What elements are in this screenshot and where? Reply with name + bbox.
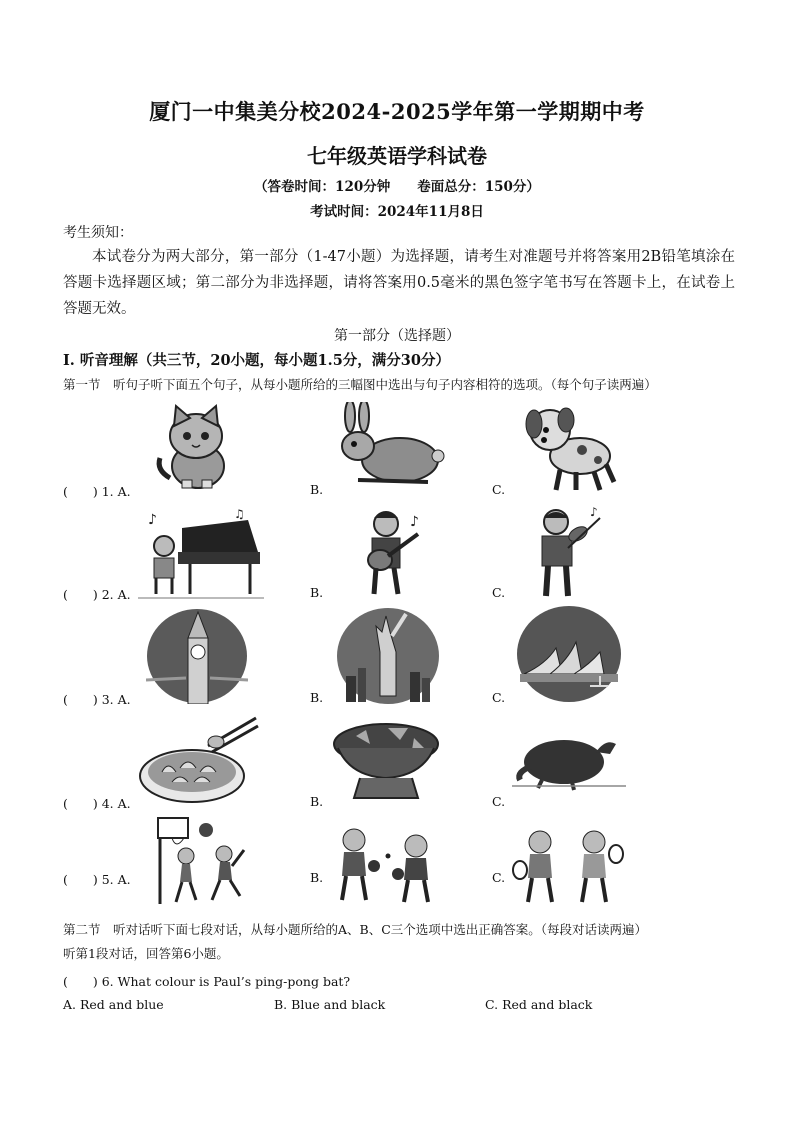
question-4-option-b[interactable]: B.: [310, 794, 324, 809]
hot-pot-icon: [330, 714, 442, 804]
question-3-label[interactable]: ( ) 3. A.: [63, 692, 131, 707]
svg-text:♪: ♪: [148, 512, 157, 528]
notice-text: 本试卷分为两大部分，第一部分（1-47小题）为选择题，请考生对准题号并将答案用2B铅笔填涂在答题卡选择题区域；第二部分为非选择题，请将答案用0.5毫米的黑色签字笔书写在答题卡上，在试卷上答题无效。: [63, 249, 735, 317]
question-1-option-c[interactable]: C.: [492, 482, 506, 497]
question-2-option-c[interactable]: C.: [492, 585, 506, 600]
question-4-option-c[interactable]: C.: [492, 794, 506, 809]
basketball-icon: [154, 816, 254, 906]
question-5-label[interactable]: ( ) 5. A.: [63, 872, 131, 887]
part1-title: 第一部分（选择题）: [334, 328, 460, 344]
section-1-heading: Ⅰ. 听音理解（共三节，20小题，每小题1.5分，满分30分）: [63, 352, 450, 369]
tennis-icon: [512, 828, 624, 906]
sub-section-1-instruction: 第一节 听句子听下面五个句子，从每小题所给的三幅图中选出与句子内容相符的选项。（每个句子读两遍）: [63, 377, 657, 392]
question-5-option-c[interactable]: C.: [492, 870, 506, 885]
svg-text:♪: ♪: [590, 505, 598, 519]
time-info: （答卷时间：120分钟 卷面总分：150分）: [254, 179, 540, 195]
svg-text:♪: ♪: [410, 514, 419, 530]
cat-icon: [150, 400, 242, 492]
question-6-stem: ( ) 6. What colour is Paul’s ping-pong bat?: [63, 974, 351, 989]
rabbit-icon: [328, 402, 450, 492]
exam-date: 考试时间：2024年11月8日: [310, 204, 484, 220]
piano-player-icon: [138, 508, 264, 600]
question-6-option-a[interactable]: A. Red and blue: [63, 997, 164, 1012]
dumplings-icon: [138, 712, 264, 808]
roast-duck-icon: [512, 716, 626, 796]
question-2-option-b[interactable]: B.: [310, 585, 324, 600]
guitar-player-icon: [356, 506, 428, 600]
question-2-label[interactable]: ( ) 2. A.: [63, 587, 131, 602]
ping-pong-icon: [330, 826, 442, 904]
violin-player-icon: [528, 504, 606, 600]
dog-icon: [520, 398, 620, 494]
question-6-option-c[interactable]: C. Red and black: [485, 997, 593, 1012]
question-1-label[interactable]: ( ) 1. A.: [63, 484, 131, 499]
question-3-option-b[interactable]: B.: [310, 690, 324, 705]
exam-title: 厦门一中集美分校2024-2025学年第一学期期中考: [149, 99, 645, 124]
statue-of-liberty-icon: [336, 606, 440, 706]
sydney-opera-house-icon: [516, 604, 622, 704]
dialog-1-instruction: 听第1段对话，回答第6小题。: [63, 946, 229, 961]
big-ben-icon: [146, 608, 248, 704]
question-1-option-b[interactable]: B.: [310, 482, 324, 497]
question-6-option-b[interactable]: B. Blue and black: [274, 997, 386, 1012]
question-5-option-b[interactable]: B.: [310, 870, 324, 885]
question-4-label[interactable]: ( ) 4. A.: [63, 796, 131, 811]
svg-text:♫: ♫: [234, 508, 245, 521]
sub-section-2-instruction: 第二节 听对话听下面七段对话，从每小题所给的A、B、C三个选项中选出正确答案。（每段对话读两遍）: [63, 922, 648, 937]
notice-heading: 考生须知：: [63, 225, 133, 241]
question-3-option-c[interactable]: C.: [492, 690, 506, 705]
exam-subtitle: 七年级英语学科试卷: [307, 144, 487, 168]
